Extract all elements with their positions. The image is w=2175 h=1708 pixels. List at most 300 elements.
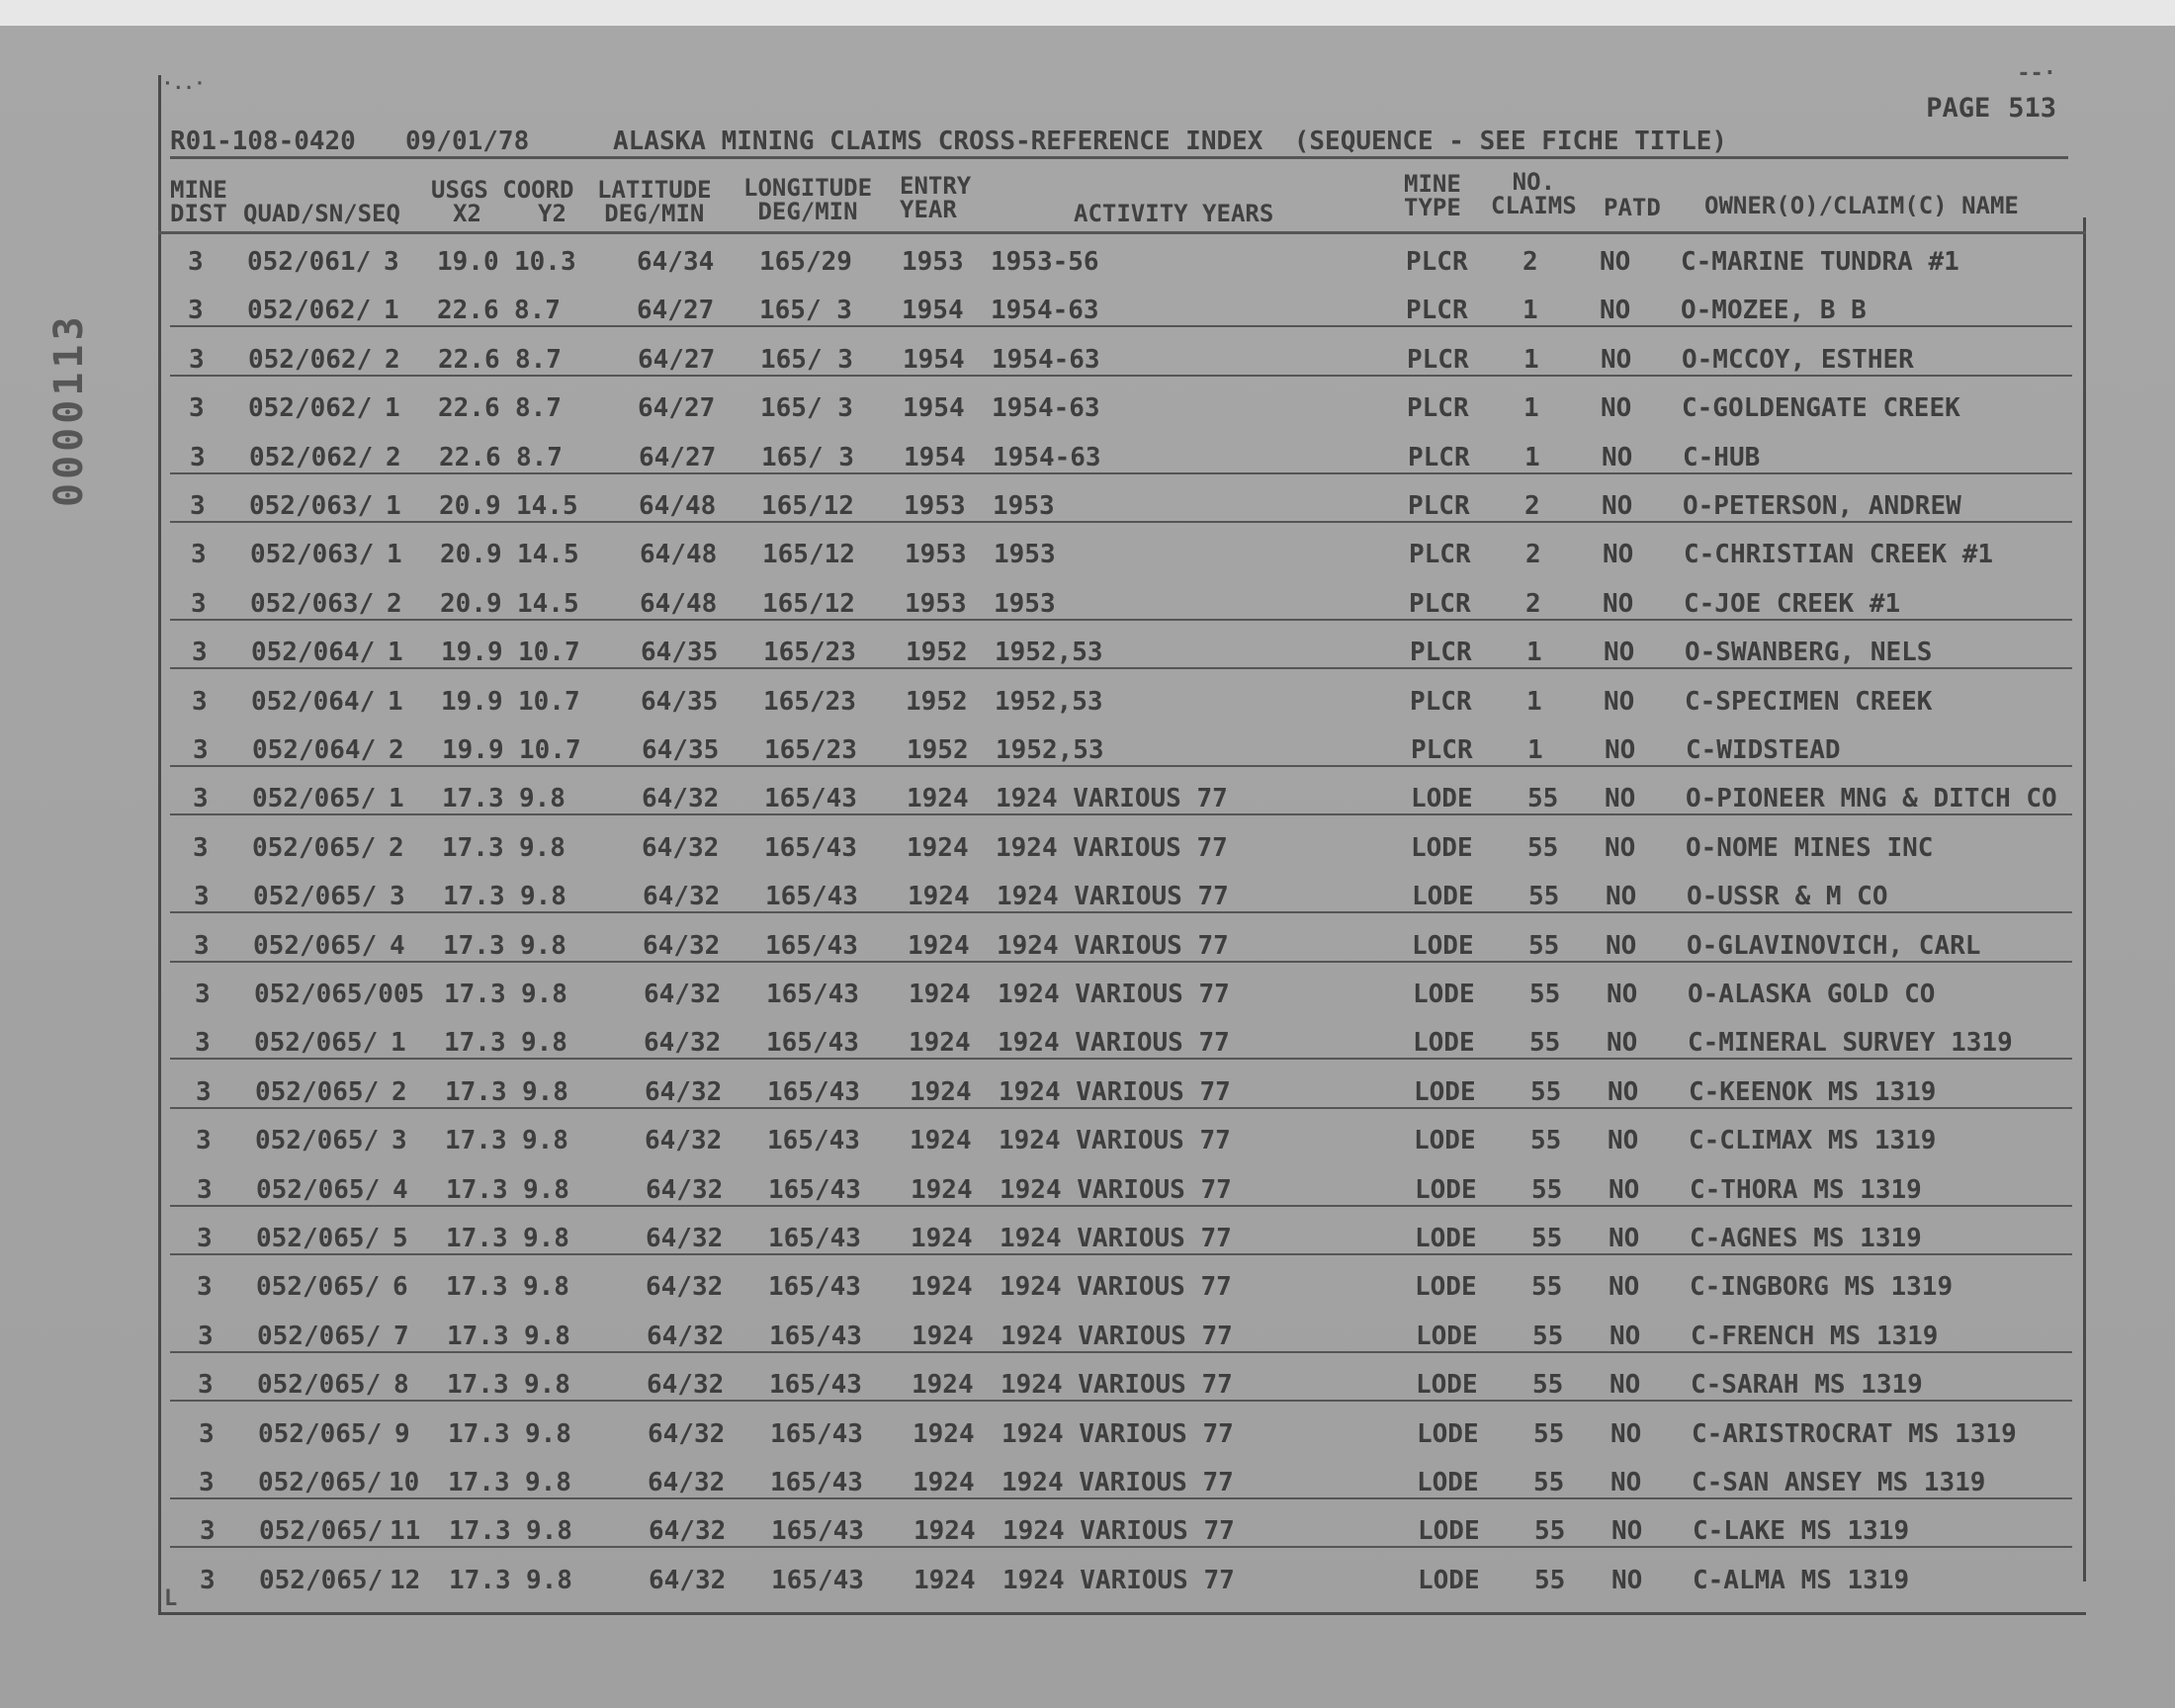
activity-years-cell: 1952,53 [996, 735, 1104, 765]
claims-count-cell: 2 [1525, 588, 1541, 619]
claims-count-cell: 55 [1531, 1174, 1563, 1205]
mine-dist-cell: 3 [189, 344, 205, 375]
mine-dist-cell: 3 [188, 247, 204, 277]
seq-cell: 2 [385, 344, 400, 375]
activity-years-cell: 1924 VARIOUS 77 [996, 832, 1228, 863]
longitude-cell: 165/23 [763, 638, 856, 668]
latitude-cell: 64/32 [648, 1468, 726, 1497]
mine-type-cell: LODE [1415, 1272, 1477, 1303]
patented-cell: NO [1601, 344, 1632, 375]
owner-claim-name-cell: O-GLAVINOVICH, CARL [1687, 930, 1981, 961]
patented-cell: NO [1610, 1418, 1642, 1449]
activity-years-cell: 1924 VARIOUS 77 [1000, 1321, 1233, 1351]
mine-type-cell: LODE [1417, 1468, 1479, 1497]
report-title-line [170, 127, 2068, 159]
seq-cell: 4 [392, 1174, 408, 1205]
seq-cell: 1 [391, 1028, 406, 1059]
latitude-cell: 64/32 [648, 1418, 726, 1449]
seq-cell: 2 [392, 1076, 407, 1107]
x2-cell: 17.3 [442, 784, 504, 814]
x2-cell: 22.6 [438, 393, 500, 424]
activity-years-cell: 1924 VARIOUS 77 [1000, 1174, 1232, 1205]
owner-claim-name-cell: C-FRENCH MS 1319 [1691, 1321, 1939, 1351]
quad-cell: 052/062/ [248, 393, 373, 424]
latitude-cell: 64/34 [637, 247, 715, 277]
entry-year-cell: 1924 [907, 784, 969, 814]
entry-year-cell: 1953 [904, 491, 966, 521]
mine-type-cell: LODE [1416, 1321, 1478, 1351]
seq-cell: 12 [390, 1565, 421, 1595]
mine-type-cell: LODE [1417, 1418, 1479, 1449]
mine-type-cell: PLCR [1407, 344, 1469, 375]
mine-dist-cell: 3 [198, 1370, 214, 1401]
y2-cell: 10.7 [518, 638, 580, 668]
owner-claim-name-cell: C-MINERAL SURVEY 1319 [1688, 1028, 2013, 1059]
activity-years-cell: 1924 VARIOUS 77 [1001, 1468, 1234, 1497]
header-no-claims: NO. CLAIMS [1491, 168, 1577, 219]
entry-year-cell: 1954 [903, 393, 965, 424]
y2-cell: 8.7 [516, 442, 563, 472]
activity-years-cell: 1953 [993, 491, 1055, 521]
owner-claim-name-cell: O-SWANBERG, NELS [1685, 638, 1933, 668]
claims-count-cell: 1 [1527, 735, 1543, 765]
owner-claim-name-cell: C-THORA MS 1319 [1690, 1174, 1922, 1205]
table-row [158, 1020, 2086, 1066]
entry-year-cell: 1924 [908, 930, 970, 961]
table-row [158, 727, 2086, 773]
activity-years-cell: 1924 VARIOUS 77 [1001, 1418, 1234, 1449]
activity-years-cell: 1924 VARIOUS 77 [997, 930, 1229, 961]
patented-cell: NO [1609, 1174, 1640, 1205]
mine-dist-cell: 3 [193, 735, 209, 765]
header-mine-type: MINE TYPE [1404, 170, 1461, 221]
latitude-cell: 64/32 [643, 930, 721, 961]
top-left-mark: ·..· [162, 73, 206, 94]
y2-cell: 14.5 [516, 491, 578, 521]
mine-dist-cell: 3 [192, 686, 208, 717]
mine-dist-cell: 3 [200, 1565, 216, 1595]
longitude-cell: 165/43 [769, 1370, 862, 1401]
seq-cell: 6 [392, 1272, 408, 1303]
seq-cell: 5 [392, 1224, 408, 1253]
seq-cell: 10 [389, 1468, 420, 1497]
y2-cell: 9.8 [524, 1370, 570, 1401]
mine-dist-cell: 3 [190, 442, 206, 472]
table-row [158, 776, 2086, 821]
longitude-cell: 165/43 [767, 1076, 860, 1107]
entry-year-cell: 1924 [911, 1224, 973, 1253]
y2-cell: 9.8 [521, 980, 567, 1009]
table-row [158, 1069, 2086, 1115]
page-label: PAGE [1926, 93, 1991, 124]
quad-cell: 052/064/ [251, 686, 376, 717]
claims-count-cell: 55 [1529, 1028, 1561, 1059]
activity-years-cell: 1924 VARIOUS 77 [1000, 1370, 1233, 1401]
x2-cell: 17.3 [444, 980, 506, 1009]
latitude-cell: 64/32 [647, 1370, 725, 1401]
table-row [158, 679, 2086, 725]
owner-claim-name-cell: C-LAKE MS 1319 [1693, 1516, 1910, 1547]
activity-years-cell: 1924 VARIOUS 77 [998, 980, 1230, 1009]
entry-year-cell: 1924 [913, 1418, 975, 1449]
header-patd: PATD [1604, 194, 1661, 221]
entry-year-cell: 1924 [912, 1370, 974, 1401]
entry-year-cell: 1952 [906, 638, 968, 668]
table-row [158, 972, 2086, 1017]
mine-type-cell: LODE [1413, 1028, 1475, 1059]
seq-cell: 3 [390, 882, 405, 912]
quad-cell: 052/063/ [250, 540, 375, 570]
mine-type-cell: LODE [1411, 832, 1473, 863]
latitude-cell: 64/32 [646, 1272, 724, 1303]
activity-years-cell: 1953 [994, 588, 1056, 619]
latitude-cell: 64/35 [642, 735, 720, 765]
longitude-cell: 165/23 [763, 686, 856, 717]
latitude-cell: 64/35 [641, 686, 719, 717]
mine-dist-cell: 3 [188, 296, 204, 326]
y2-cell: 10.7 [519, 735, 581, 765]
mine-dist-cell: 3 [191, 588, 207, 619]
owner-claim-name-cell: C-KEENOK MS 1319 [1689, 1076, 1937, 1107]
table-row [158, 288, 2086, 333]
owner-claim-name-cell: C-SAN ANSEY MS 1319 [1692, 1468, 1986, 1497]
latitude-cell: 64/48 [639, 491, 717, 521]
patented-cell: NO [1611, 1516, 1643, 1547]
claims-count-cell: 55 [1529, 980, 1561, 1009]
x2-cell: 17.3 [443, 882, 505, 912]
seq-cell: 1 [388, 638, 403, 668]
entry-year-cell: 1953 [905, 540, 967, 570]
side-frame-number: 0000113 [46, 312, 92, 508]
quad-cell: 052/064/ [251, 638, 376, 668]
claims-count-cell: 1 [1522, 296, 1538, 326]
mine-type-cell: LODE [1416, 1370, 1478, 1401]
owner-claim-name-cell: C-JOE CREEK #1 [1684, 588, 1901, 619]
activity-years-cell: 1953-56 [991, 247, 1099, 277]
quad-cell: 052/065/ [258, 1468, 383, 1497]
owner-claim-name-cell: O-NOME MINES INC [1686, 832, 1934, 863]
claims-count-cell: 55 [1528, 882, 1560, 912]
latitude-cell: 64/32 [647, 1321, 725, 1351]
owner-claim-name-cell: C-SARAH MS 1319 [1691, 1370, 1923, 1401]
mine-dist-cell: 3 [194, 930, 210, 961]
table-row [158, 825, 2086, 871]
header-usgs-coord: USGS COORD [431, 176, 574, 204]
claims-count-cell: 55 [1530, 1126, 1562, 1156]
seq-cell: 9 [394, 1418, 410, 1449]
patented-cell: NO [1604, 686, 1635, 717]
entry-year-cell: 1924 [908, 882, 970, 912]
y2-cell: 14.5 [517, 540, 579, 570]
y2-cell: 8.7 [515, 393, 562, 424]
mine-dist-cell: 3 [197, 1224, 213, 1253]
x2-cell: 20.9 [439, 491, 501, 521]
y2-cell: 9.8 [520, 882, 566, 912]
table-row [158, 1167, 2086, 1213]
longitude-cell: 165/43 [766, 980, 859, 1009]
claims-count-cell: 55 [1533, 1418, 1565, 1449]
latitude-cell: 64/27 [638, 344, 716, 375]
seq-cell: 11 [390, 1516, 421, 1547]
quad-cell: 052/062/ [249, 442, 374, 472]
claims-count-cell: 55 [1534, 1516, 1566, 1547]
header-y2: Y2 [538, 200, 566, 227]
entry-year-cell: 1954 [902, 296, 964, 326]
x2-cell: 17.3 [445, 1076, 507, 1107]
x2-cell: 17.3 [442, 832, 504, 863]
seq-cell: 2 [386, 442, 401, 472]
longitude-cell: 165/23 [764, 735, 857, 765]
claims-count-cell: 2 [1524, 491, 1540, 521]
quad-cell: 052/062/ [247, 296, 372, 326]
mine-type-cell: PLCR [1408, 442, 1470, 472]
table-row [158, 1264, 2086, 1310]
x2-cell: 22.6 [439, 442, 501, 472]
y2-cell: 9.8 [525, 1468, 571, 1497]
table-row [158, 1118, 2086, 1163]
claims-count-cell: 1 [1526, 686, 1542, 717]
longitude-cell: 165/43 [766, 1028, 859, 1059]
y2-cell: 9.8 [524, 1321, 570, 1351]
mine-type-cell: PLCR [1406, 296, 1468, 326]
owner-claim-name-cell: O-PETERSON, ANDREW [1683, 491, 1961, 521]
longitude-cell: 165/43 [769, 1321, 862, 1351]
patented-cell: NO [1606, 882, 1637, 912]
table-row [158, 337, 2086, 383]
activity-years-cell: 1924 VARIOUS 77 [1002, 1516, 1235, 1547]
header-longitude: LONGITUDE DEG/MIN [743, 174, 873, 225]
claims-count-cell: 55 [1527, 784, 1559, 814]
entry-year-cell: 1954 [903, 344, 965, 375]
x2-cell: 19.0 [437, 247, 499, 277]
latitude-cell: 64/32 [649, 1565, 727, 1595]
patented-cell: NO [1611, 1565, 1643, 1595]
activity-years-cell: 1954-63 [992, 344, 1100, 375]
patented-cell: NO [1605, 784, 1636, 814]
header-x2: X2 [453, 200, 481, 227]
owner-claim-name-cell: C-CLIMAX MS 1319 [1689, 1126, 1937, 1156]
claims-count-cell: 55 [1531, 1272, 1563, 1303]
page-number: 513 [2008, 93, 2056, 124]
x2-cell: 22.6 [437, 296, 499, 326]
seq-cell: 3 [384, 247, 399, 277]
mine-dist-cell: 3 [196, 1126, 212, 1156]
mine-dist-cell: 3 [195, 980, 211, 1009]
patented-cell: NO [1609, 1224, 1640, 1253]
claims-count-cell: 1 [1524, 442, 1540, 472]
y2-cell: 10.3 [514, 247, 576, 277]
patented-cell: NO [1601, 393, 1632, 424]
seq-cell: 1 [384, 296, 399, 326]
x2-cell: 17.3 [449, 1565, 511, 1595]
table-row [158, 581, 2086, 627]
longitude-cell: 165/ 3 [760, 344, 853, 375]
entry-year-cell: 1952 [906, 686, 968, 717]
entry-year-cell: 1953 [902, 247, 964, 277]
quad-cell: 052/065/ [252, 784, 377, 814]
x2-cell: 17.3 [448, 1468, 510, 1497]
latitude-cell: 64/32 [645, 1076, 723, 1107]
entry-year-cell: 1924 [913, 1468, 975, 1497]
entry-year-cell: 1924 [909, 980, 971, 1009]
x2-cell: 17.3 [444, 1028, 506, 1059]
entry-year-cell: 1924 [910, 1076, 972, 1107]
quad-cell: 052/065/ [257, 1370, 382, 1401]
mine-dist-cell: 3 [190, 491, 206, 521]
x2-cell: 19.9 [441, 686, 503, 717]
y2-cell: 9.8 [525, 1418, 571, 1449]
quad-cell: 052/064/ [252, 735, 377, 765]
mine-type-cell: LODE [1412, 930, 1474, 961]
page-indicator [1908, 93, 2056, 124]
table-row [158, 435, 2086, 480]
mine-type-cell: LODE [1418, 1565, 1480, 1595]
longitude-cell: 165/43 [764, 832, 857, 863]
owner-claim-name-cell: C-WIDSTEAD [1686, 735, 1841, 765]
seq-cell: 2 [389, 735, 404, 765]
quad-cell: 052/063/ [249, 491, 374, 521]
mine-dist-cell: 3 [189, 393, 205, 424]
y2-cell: 8.7 [514, 296, 561, 326]
longitude-cell: 165/43 [765, 930, 858, 961]
longitude-cell: 165/ 3 [761, 442, 854, 472]
table-header [158, 166, 2086, 234]
table-row [158, 1411, 2086, 1457]
longitude-cell: 165/43 [771, 1516, 864, 1547]
claims-count-cell: 55 [1533, 1468, 1565, 1497]
latitude-cell: 64/48 [640, 540, 718, 570]
seq-cell: 7 [393, 1321, 409, 1351]
activity-years-cell: 1924 VARIOUS 77 [999, 1076, 1231, 1107]
patented-cell: NO [1609, 1272, 1640, 1303]
y2-cell: 9.8 [521, 1028, 567, 1059]
longitude-cell: 165/43 [768, 1224, 861, 1253]
header-activity-years: ACTIVITY YEARS [1074, 200, 1274, 227]
owner-claim-name-cell: C-SPECIMEN CREEK [1685, 686, 1933, 717]
mine-type-cell: LODE [1413, 980, 1475, 1009]
patented-cell: NO [1600, 296, 1631, 326]
owner-claim-name-cell: C-CHRISTIAN CREEK #1 [1684, 540, 1994, 570]
quad-cell: 052/063/ [250, 588, 375, 619]
mine-dist-cell: 3 [193, 832, 209, 863]
mine-dist-cell: 3 [197, 1174, 213, 1205]
mine-type-cell: LODE [1415, 1174, 1477, 1205]
quad-cell: 052/065/ [257, 1321, 382, 1351]
report-sheet [158, 61, 2086, 1621]
activity-years-cell: 1924 VARIOUS 77 [1000, 1272, 1232, 1303]
mine-type-cell: PLCR [1410, 638, 1472, 668]
mine-dist-cell: 3 [193, 784, 209, 814]
entry-year-cell: 1924 [912, 1321, 974, 1351]
latitude-cell: 64/32 [646, 1174, 724, 1205]
longitude-cell: 165/ 3 [759, 296, 852, 326]
x2-cell: 17.3 [447, 1321, 509, 1351]
activity-years-cell: 1952,53 [995, 638, 1103, 668]
seq-cell: 3 [392, 1126, 407, 1156]
mine-type-cell: LODE [1414, 1126, 1476, 1156]
patented-cell: NO [1606, 930, 1637, 961]
y2-cell: 9.8 [520, 930, 566, 961]
patented-cell: NO [1602, 442, 1633, 472]
activity-years-cell: 1954-63 [993, 442, 1101, 472]
quad-cell: 052/065/ [256, 1272, 381, 1303]
table-row [158, 874, 2086, 919]
quad-cell: 052/065/ [256, 1224, 381, 1253]
mine-dist-cell: 3 [194, 882, 210, 912]
table-row [158, 1362, 2086, 1408]
mine-dist-cell: 3 [199, 1468, 215, 1497]
entry-year-cell: 1924 [907, 832, 969, 863]
quad-cell: 052/065/ [253, 930, 378, 961]
seq-cell: 1 [385, 393, 400, 424]
owner-claim-name-cell: O-MCCOY, ESTHER [1682, 344, 1914, 375]
mine-type-cell: LODE [1411, 784, 1473, 814]
quad-cell: 052/065/ [252, 832, 377, 863]
y2-cell: 9.8 [523, 1272, 569, 1303]
mine-dist-cell: 3 [198, 1321, 214, 1351]
claims-count-cell: 1 [1526, 638, 1542, 668]
quad-cell: 052/062/ [248, 344, 373, 375]
seq-cell: 1 [389, 784, 404, 814]
longitude-cell: 165/43 [767, 1126, 860, 1156]
owner-claim-name-cell: C-GOLDENGATE CREEK [1682, 393, 1960, 424]
seq-cell: 1 [386, 491, 401, 521]
mine-type-cell: PLCR [1409, 588, 1471, 619]
entry-year-cell: 1924 [914, 1516, 976, 1547]
owner-claim-name-cell: C-ALMA MS 1319 [1693, 1565, 1910, 1595]
mine-dist-cell: 3 [196, 1076, 212, 1107]
header-mine-dist: MINE DIST [170, 176, 227, 227]
mine-type-cell: PLCR [1408, 491, 1470, 521]
quad-cell: 052/065/ [259, 1565, 384, 1595]
y2-cell: 9.8 [519, 832, 566, 863]
latitude-cell: 64/27 [637, 296, 715, 326]
claims-count-cell: 1 [1523, 393, 1539, 424]
owner-claim-name-cell: C-ARISTROCRAT MS 1319 [1692, 1418, 2017, 1449]
table-row [158, 385, 2086, 431]
longitude-cell: 165/43 [765, 882, 858, 912]
quad-cell: 052/061/ [247, 247, 372, 277]
activity-years-cell: 1924 VARIOUS 77 [1000, 1224, 1232, 1253]
latitude-cell: 64/27 [639, 442, 717, 472]
claims-count-cell: 55 [1528, 930, 1560, 961]
quad-cell: 052/065/ [258, 1418, 383, 1449]
claims-count-cell: 55 [1531, 1224, 1563, 1253]
claims-count-cell: 2 [1525, 540, 1541, 570]
x2-cell: 17.3 [446, 1224, 508, 1253]
mine-dist-cell: 3 [191, 540, 207, 570]
x2-cell: 17.3 [449, 1516, 511, 1547]
mine-type-cell: PLCR [1410, 686, 1472, 717]
mine-dist-cell: 3 [199, 1418, 215, 1449]
quad-cell: 052/065/ [255, 1126, 380, 1156]
x2-cell: 17.3 [443, 930, 505, 961]
longitude-cell: 165/43 [768, 1174, 861, 1205]
mine-type-cell: LODE [1412, 882, 1474, 912]
bottom-left-corner-mark: L [164, 1586, 178, 1611]
mine-type-cell: LODE [1415, 1224, 1477, 1253]
y2-cell: 9.8 [523, 1174, 569, 1205]
entry-year-cell: 1953 [905, 588, 967, 619]
x2-cell: 17.3 [448, 1418, 510, 1449]
longitude-cell: 165/12 [761, 491, 854, 521]
latitude-cell: 64/32 [643, 882, 721, 912]
y2-cell: 14.5 [517, 588, 579, 619]
entry-year-cell: 1924 [910, 1126, 972, 1156]
latitude-cell: 64/32 [646, 1224, 724, 1253]
claims-count-cell: 55 [1530, 1076, 1562, 1107]
mine-dist-cell: 3 [200, 1516, 216, 1547]
